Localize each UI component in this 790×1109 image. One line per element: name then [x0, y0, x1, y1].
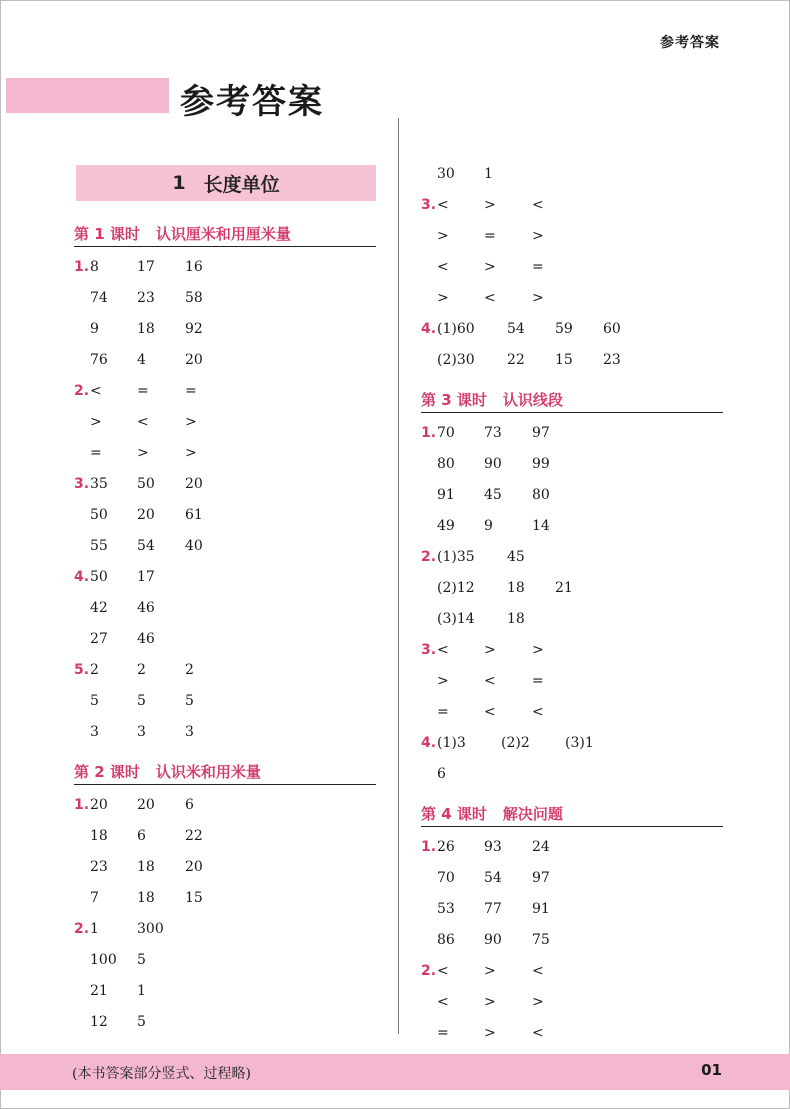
lesson-number: 第 1 课时: [74, 225, 140, 243]
answer-value: 12: [90, 1014, 108, 1030]
answer-value: 7: [90, 890, 99, 906]
answer-value: 23: [90, 859, 108, 875]
answer-value: (2)2: [501, 735, 530, 751]
question-number: 5.: [74, 662, 90, 678]
answer-value: <: [484, 290, 496, 306]
answer-row: [90, 826, 350, 846]
answer-value: 50: [90, 569, 108, 585]
answer-value: <: [532, 197, 544, 213]
answer-row: [74, 381, 350, 401]
answer-value: 55: [90, 538, 108, 554]
answer-value: 18: [137, 890, 155, 906]
answer-value: >: [185, 414, 197, 430]
answer-row: [90, 629, 350, 649]
answer-value: 21: [555, 580, 573, 596]
answer-value: =: [484, 228, 496, 244]
question-number: 4.: [421, 735, 437, 751]
answer-value: 54: [137, 538, 155, 554]
answer-value: 77: [484, 901, 502, 917]
answer-row: [74, 919, 350, 939]
answer-value: (2)12: [437, 580, 475, 596]
lesson-name: 解决问题: [502, 805, 563, 823]
answer-value: 42: [90, 600, 108, 616]
answer-value: 20: [185, 859, 203, 875]
answer-row: [74, 660, 350, 680]
answer-value: 5: [137, 952, 146, 968]
answer-value: (1)60: [437, 321, 475, 337]
answer-row: [90, 412, 350, 432]
answer-value: 20: [185, 352, 203, 368]
question-number: 4.: [74, 569, 90, 585]
footer-note: (本书答案部分竖式、过程略): [72, 1066, 251, 1082]
answer-value: =: [185, 383, 197, 399]
answer-value: 100: [90, 952, 117, 968]
answer-value: 18: [507, 611, 525, 627]
answer-value: >: [484, 1025, 496, 1041]
lesson-name: 认识米和用米量: [155, 763, 261, 781]
column-divider: [398, 118, 399, 1034]
lesson-heading: [421, 389, 723, 413]
answer-value: 92: [185, 321, 203, 337]
answer-value: 26: [437, 839, 455, 855]
answer-value: >: [484, 963, 496, 979]
answer-value: 20: [185, 476, 203, 492]
answer-value: 5: [185, 693, 194, 709]
answer-row: [437, 1023, 697, 1043]
answer-value: 5: [137, 693, 146, 709]
answer-value: 61: [185, 507, 203, 523]
answer-row: [437, 930, 697, 950]
answer-value: 91: [437, 487, 455, 503]
question-number: 1.: [74, 797, 90, 813]
answer-value: 30: [437, 166, 455, 182]
answer-value: 24: [532, 839, 550, 855]
answer-value: 90: [484, 932, 502, 948]
answer-row: [437, 350, 697, 370]
answer-value: 22: [185, 828, 203, 844]
question-number: 1.: [421, 839, 437, 855]
question-number: 2.: [421, 963, 437, 979]
answer-value: 73: [484, 425, 502, 441]
answer-value: <: [137, 414, 149, 430]
answer-value: 45: [507, 549, 525, 565]
answer-value: 40: [185, 538, 203, 554]
answer-row: [74, 257, 350, 277]
answer-value: >: [484, 642, 496, 658]
answer-value: 35: [90, 476, 108, 492]
answer-row: [437, 578, 697, 598]
answer-value: =: [437, 704, 449, 720]
answer-value: 23: [603, 352, 621, 368]
question-number: 4.: [421, 321, 437, 337]
answer-value: >: [484, 197, 496, 213]
answer-value: >: [532, 994, 544, 1010]
answer-value: 50: [90, 507, 108, 523]
answer-row: [421, 640, 697, 660]
answer-value: 300: [137, 921, 164, 937]
answer-value: (1)3: [437, 735, 466, 751]
lesson-name: 认识线段: [502, 391, 563, 409]
answer-row: [437, 226, 697, 246]
answer-value: <: [532, 704, 544, 720]
answer-row: [437, 899, 697, 919]
answer-value: >: [437, 290, 449, 306]
answer-value: 97: [532, 870, 550, 886]
answer-row: [90, 598, 350, 618]
answer-value: 46: [137, 600, 155, 616]
answer-value: 14: [532, 518, 550, 534]
answer-row: [437, 288, 697, 308]
answer-value: 6: [185, 797, 194, 813]
answer-value: 74: [90, 290, 108, 306]
answer-value: >: [437, 673, 449, 689]
lesson-number: 第 4 课时: [421, 805, 487, 823]
answer-row: [437, 609, 697, 629]
answer-row: [421, 319, 697, 339]
answer-value: <: [484, 704, 496, 720]
answer-value: 8: [90, 259, 99, 275]
answer-value: 17: [137, 569, 155, 585]
answer-value: 18: [507, 580, 525, 596]
answer-value: 20: [90, 797, 108, 813]
answer-row: [90, 722, 350, 742]
title-accent-bar: [6, 78, 169, 113]
question-number: 3.: [74, 476, 90, 492]
answer-value: 18: [137, 859, 155, 875]
answer-value: <: [437, 197, 449, 213]
answer-row: [437, 992, 697, 1012]
answer-row: [437, 164, 697, 184]
answer-value: 18: [90, 828, 108, 844]
answer-value: 2: [137, 662, 146, 678]
answer-row: [74, 567, 350, 587]
unit-number: 1: [172, 172, 186, 194]
question-number: 2.: [421, 549, 437, 565]
page-number: 01: [701, 1061, 722, 1079]
answer-row: [437, 257, 697, 277]
answer-value: 3: [90, 724, 99, 740]
answer-value: 3: [185, 724, 194, 740]
question-number: 3.: [421, 642, 437, 658]
question-number: 1.: [421, 425, 437, 441]
answer-value: 17: [137, 259, 155, 275]
answer-value: 4: [137, 352, 146, 368]
answer-value: 49: [437, 518, 455, 534]
answer-value: 75: [532, 932, 550, 948]
answer-value: (2)30: [437, 352, 475, 368]
answer-row: [90, 350, 350, 370]
answer-value: >: [185, 445, 197, 461]
answer-row: [90, 857, 350, 877]
answer-value: <: [532, 963, 544, 979]
answer-row: [437, 868, 697, 888]
answer-value: 1: [90, 921, 99, 937]
answer-row: [437, 702, 697, 722]
answer-value: 9: [484, 518, 493, 534]
answer-value: =: [532, 673, 544, 689]
answer-row: [90, 888, 350, 908]
answer-value: >: [532, 290, 544, 306]
answer-row: [421, 423, 697, 443]
answer-row: [90, 443, 350, 463]
answer-row: [437, 671, 697, 691]
answer-row: [437, 454, 697, 474]
answer-row: [437, 764, 697, 784]
answer-value: (3)14: [437, 611, 475, 627]
answer-value: 16: [185, 259, 203, 275]
answer-value: 27: [90, 631, 108, 647]
lesson-number: 第 3 课时: [421, 391, 487, 409]
answer-value: 46: [137, 631, 155, 647]
answer-value: =: [137, 383, 149, 399]
answer-value: 18: [137, 321, 155, 337]
answer-value: 1: [137, 983, 146, 999]
answer-value: 59: [555, 321, 573, 337]
answer-row: [74, 795, 350, 815]
lesson-name: 认识厘米和用厘米量: [155, 225, 291, 243]
answer-row: [90, 950, 350, 970]
answer-value: 21: [90, 983, 108, 999]
answer-value: 15: [555, 352, 573, 368]
answer-value: 6: [437, 766, 446, 782]
answer-value: <: [437, 994, 449, 1010]
page-title: 参考答案: [180, 82, 324, 122]
answer-value: 60: [603, 321, 621, 337]
answer-value: 20: [137, 797, 155, 813]
answer-value: 99: [532, 456, 550, 472]
answer-value: 91: [532, 901, 550, 917]
answer-value: 9: [90, 321, 99, 337]
answer-row: [90, 981, 350, 1001]
answer-row: [90, 536, 350, 556]
answer-value: >: [137, 445, 149, 461]
answer-value: 80: [532, 487, 550, 503]
question-number: 2.: [74, 383, 90, 399]
answer-value: 6: [137, 828, 146, 844]
answer-value: 54: [484, 870, 502, 886]
answer-value: 80: [437, 456, 455, 472]
answer-value: <: [90, 383, 102, 399]
answer-value: <: [437, 642, 449, 658]
answer-value: >: [90, 414, 102, 430]
answer-value: 1: [484, 166, 493, 182]
answer-value: 3: [137, 724, 146, 740]
answer-value: >: [532, 642, 544, 658]
answer-value: 5: [90, 693, 99, 709]
answer-value: <: [484, 673, 496, 689]
answer-value: 58: [185, 290, 203, 306]
question-number: 1.: [74, 259, 90, 275]
answer-value: 23: [137, 290, 155, 306]
answer-value: 53: [437, 901, 455, 917]
answer-value: >: [484, 994, 496, 1010]
answer-row: [421, 733, 697, 753]
lesson-heading: [74, 223, 376, 247]
answer-value: =: [532, 259, 544, 275]
lesson-heading: [74, 761, 376, 785]
answer-value: 2: [90, 662, 99, 678]
answer-row: [421, 547, 697, 567]
answer-row: [421, 961, 697, 981]
answer-value: 2: [185, 662, 194, 678]
question-number: 3.: [421, 197, 437, 213]
answer-value: 50: [137, 476, 155, 492]
answer-value: 15: [185, 890, 203, 906]
lesson-heading: [421, 803, 723, 827]
answer-value: >: [484, 259, 496, 275]
answer-row: [90, 1012, 350, 1032]
answer-row: [90, 319, 350, 339]
answer-value: 76: [90, 352, 108, 368]
answer-value: 54: [507, 321, 525, 337]
answer-value: =: [90, 445, 102, 461]
answer-row: [437, 516, 697, 536]
lesson-number: 第 2 课时: [74, 763, 140, 781]
answer-row: [74, 474, 350, 494]
running-title: 参考答案: [660, 35, 720, 51]
answer-value: 70: [437, 425, 455, 441]
answer-value: 97: [532, 425, 550, 441]
answer-value: (1)35: [437, 549, 475, 565]
answer-value: 45: [484, 487, 502, 503]
answer-value: <: [437, 259, 449, 275]
answer-row: [90, 691, 350, 711]
answer-row: [90, 288, 350, 308]
answer-value: (3)1: [565, 735, 594, 751]
unit-heading: [76, 165, 376, 201]
answer-value: <: [437, 963, 449, 979]
question-number: 2.: [74, 921, 90, 937]
answer-value: >: [532, 228, 544, 244]
answer-row: [437, 485, 697, 505]
answer-value: <: [532, 1025, 544, 1041]
answer-value: 5: [137, 1014, 146, 1030]
answer-row: [421, 837, 697, 857]
answer-value: 20: [137, 507, 155, 523]
answer-value: 22: [507, 352, 525, 368]
answer-value: 93: [484, 839, 502, 855]
answer-row: [90, 505, 350, 525]
answer-row: [421, 195, 697, 215]
answer-value: 90: [484, 456, 502, 472]
unit-title: 长度单位: [203, 173, 280, 196]
answer-value: >: [437, 228, 449, 244]
answer-value: 86: [437, 932, 455, 948]
answer-value: 70: [437, 870, 455, 886]
answer-value: =: [437, 1025, 449, 1041]
